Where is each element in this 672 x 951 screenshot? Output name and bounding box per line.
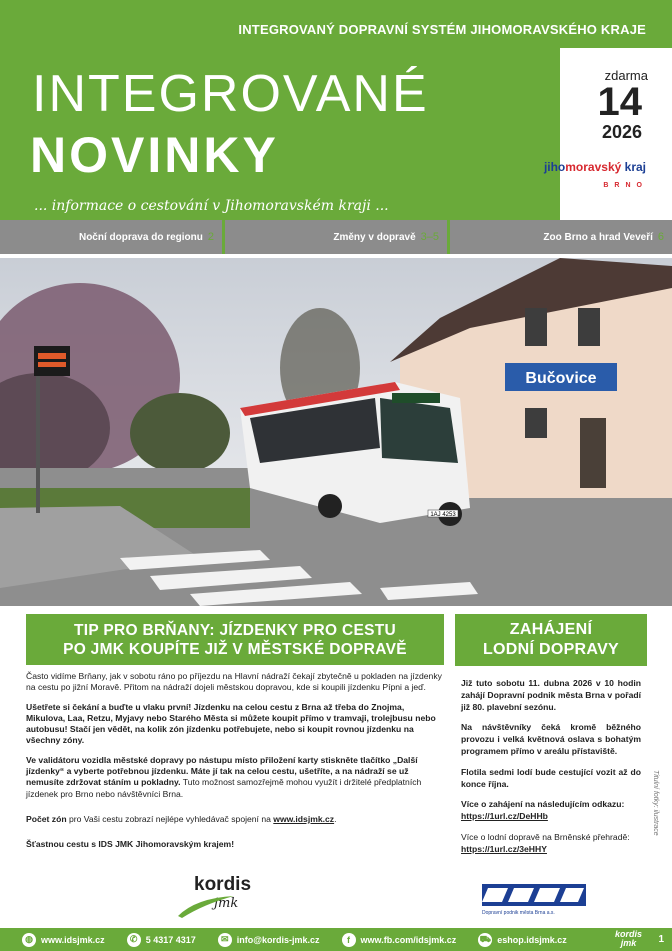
contents-page: 3–5 [420,231,439,243]
region-logo [544,160,646,174]
kordis-swoosh-icon [176,894,239,918]
contents-label: Změny v dopravě [333,231,416,243]
brno-letter: B [603,182,609,189]
globe-icon: ◍ [22,933,36,947]
footer-brand-sub: jmk [620,938,637,948]
contents-item-changes[interactable] [225,220,450,254]
footer-brand-word: kordis [614,929,642,939]
paragraph-bold: Počet zón [26,813,67,824]
paragraph [461,844,641,856]
paragraph [461,799,641,811]
boat-info-link[interactable]: https://1url.cz/3eHHY [461,843,547,854]
footer-text: 5 4317 4317 [145,934,196,945]
masthead-subtitle: ... informace o cestování v Jihomoravském kraji ... [34,198,389,214]
system-name: INTEGROVANÝ DOPRAVNÍ SYSTÉM JIHOMORAVSKÉHO KRAJE [238,22,646,37]
photo-credit: Titulní fotky: ilustrace [652,770,659,836]
paragraph-bold: Ušetřete si čekání a buďte u vlaku první! Jízdenku na celou cestu z Brna až třeba do Znojma, Mikulova, Laa, Retzu, Myjavy nebo Starého Města si můžete koupit přímo v tramvaji, trolejbusu nebo autobusu! Stačí jen vědět, na kolik zón jízdenku potřebujete, nebo si koupit rovnou jízdenku na všechny zóny. [26,701,436,746]
footer-facebook[interactable] [342,933,457,947]
paragraph [26,755,444,800]
paragraph-text: Více o lodní dopravě na Brněnské přehradě: [461,831,630,842]
paragraph-bold: Více o zahájení na následujícím odkazu: [461,799,625,810]
article-body [455,678,647,856]
article-boat-season [455,614,647,865]
issue-free-label: zdarma [604,68,648,83]
paragraph-bold: Na návštěvníky čeká kromě běžného provozu i velká květnová oslava s bohatým programem přímo v areálu přístaviště. [461,722,641,756]
footer-brand [615,930,642,948]
dpmb-logo [478,882,588,916]
region-logo-part2: moravský [565,160,622,174]
article-title [26,614,444,665]
title-line-2: NOVINKY [30,127,279,183]
paragraph-bold: Flotila sedmi lodí bude cestující vozit až do konce října. [461,766,641,789]
idsjmk-link[interactable]: www.idsjmk.cz [273,813,335,824]
kordis-logo [176,874,276,920]
article-title-line: LODNÍ DOPRAVY [482,641,620,658]
title-line-1: INTEGROVANÉ [32,65,429,123]
footer-phone[interactable] [127,933,196,947]
bus-station-photo [0,258,672,606]
paragraph [461,722,641,757]
footer-eshop[interactable] [478,933,567,947]
article-brno-tickets [26,614,444,859]
footer-email[interactable] [218,933,320,947]
region-logo-part3: kraj [621,160,646,174]
dpmb-caption: Dopravní podnik města Brna a.s. [482,910,555,916]
article-title [455,614,647,666]
brno-logo [603,182,642,189]
phone-icon: ✆ [127,933,141,947]
paragraph [461,832,641,844]
paragraph: Často vidíme Brňany, jak v sobotu ráno po příjezdu na Hlavní nádraží čekají zbytečně u pokladen na jízdenky na cestu po jižní Moravě. Přitom na nádraží dojeli městskou dopravou, kde si koupili jízdenku Pípni a jeď. [26,671,442,693]
paragraph-bold: Již tuto sobotu 11. dubna 2026 v 10 hodin zahájí Dopravní podnik města Brna v pořadí již 80. plavební sezónu. [461,678,641,712]
contents-strip [0,220,672,254]
footer-text: eshop.idsjmk.cz [497,934,567,945]
paragraph-text: Tuto možnost samozřejmě mohou využít i držitelé předplatních jízdenek pro Brno nebo návštěvníci Brna. [26,777,422,799]
region-logo-part1: jiho [543,160,566,174]
paragraph [461,678,641,713]
article-title-line: TIP PRO BRŇANY: JÍZDENKY PRO CESTU [74,622,396,639]
paragraph-text: . [334,813,337,824]
contents-item-zoo[interactable] [450,220,672,254]
cart-icon: ⛟ [478,933,492,947]
kordis-logo-sub: jmk [214,896,239,911]
contents-label: Zoo Brno a hrad Veveří [543,231,653,243]
footer-web[interactable] [22,933,105,947]
paragraph [461,811,641,823]
footer-bar [0,928,672,951]
footer-text: info@kordis-jmk.cz [236,934,320,945]
paragraph-bold: Šťastnou cestu s IDS JMK Jihomoravským krajem! [26,839,235,850]
mail-icon: ✉ [218,933,232,947]
contents-page: 2 [207,231,214,243]
issue-year: 2026 [601,122,642,142]
article-body [26,671,444,851]
contents-label: Noční doprava do regionu [78,231,203,243]
paragraph-text: pro Vaši cestu zobrazí nejlépe vyhledávač spojení na [66,813,274,824]
paragraph [26,702,444,747]
dpmb-mark-icon [478,882,588,910]
brno-letter: O [636,182,642,189]
cover-photo [0,258,672,606]
footer-text: www.idsjmk.cz [41,934,105,945]
paragraph [26,814,444,825]
issue-number: 14 [597,80,642,124]
paragraph [461,767,641,791]
footer-text: www.fb.com/idsjmk.cz [360,934,457,945]
brno-letter: R [614,182,620,189]
masthead [0,0,672,220]
boat-start-link[interactable]: https://1url.cz/DeHHb [461,811,548,822]
paragraph-bold: Ve validátoru vozidla městské dopravy po nástupu místo přiložení karty stiskněte tlačítko „Další jízdenky“ a vyberte potřebnou jízdenku. Máte jí tak na celou cestu, ušetříte, a na nádraží se už nemusíte zdržovat stáním u pokladny. [26,754,418,788]
bus-plate: 1AJ 4253 [430,512,456,518]
station-sign: Bučovice [525,370,597,387]
paragraph [26,839,444,850]
article-title-line: PO JMK KOUPÍTE JIŽ V MĚSTSKÉ DOPRAVĚ [63,641,407,658]
brno-letter: N [625,182,631,189]
article-title-line: ZAHÁJENÍ [509,621,593,638]
contents-item-night[interactable] [0,220,225,254]
page-number: 1 [658,934,664,945]
contents-page: 6 [657,231,664,243]
facebook-icon: f [342,933,356,947]
kordis-logo-word: kordis [194,874,252,895]
